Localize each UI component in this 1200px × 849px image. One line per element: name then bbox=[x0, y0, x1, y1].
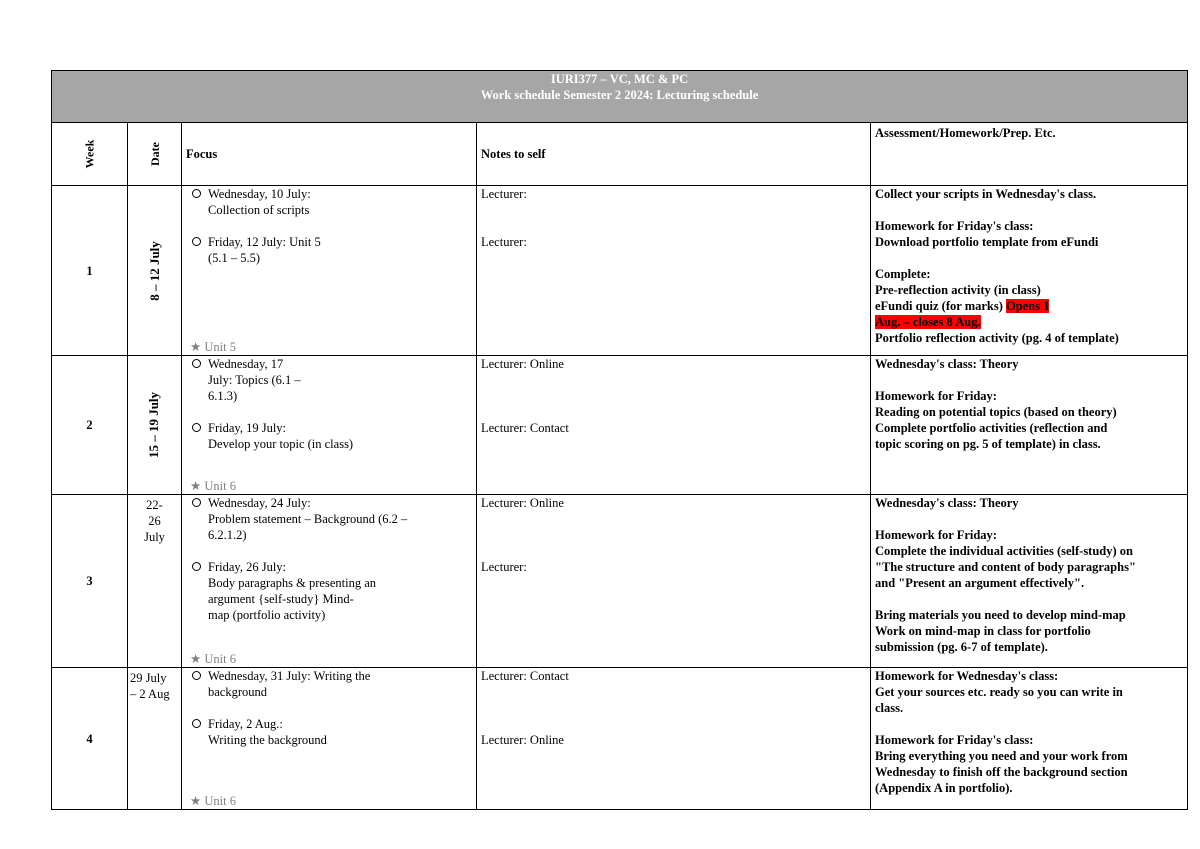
star-icon: ★ bbox=[190, 652, 202, 666]
quiz-dates-highlight: Aug. – closes 8 Aug. bbox=[875, 315, 981, 329]
assessment-cell: Collect your scripts in Wednesday's class. Homework for Friday's class: Download portfolio template from eFundi Complete: Pre-reflection activity (in class) eFundi quiz (for marks) Opens 1 Aug. – closes 8 Aug. Portfolio reflection activity (pg. 4 of template) bbox=[871, 186, 1188, 356]
star-icon: ★ bbox=[190, 794, 202, 808]
date-cell: 29 July – 2 Aug bbox=[128, 668, 182, 810]
table-row bbox=[52, 186, 1188, 356]
week-number: 1 bbox=[52, 186, 128, 356]
table-title-banner bbox=[52, 71, 1188, 123]
assessment-header: Assessment/Homework/Prep. Etc. bbox=[871, 123, 1188, 186]
notes-cell: Lecturer: Contact Lecturer: Online bbox=[477, 668, 871, 810]
week-number: 2 bbox=[52, 356, 128, 495]
focus-cell: Wednesday, 31 July: Writing the background Friday, 2 Aug.: Writing the background ★ Unit 6 bbox=[182, 668, 477, 810]
circle-bullet-icon bbox=[192, 359, 201, 368]
focus-header: Focus bbox=[182, 123, 477, 186]
unit-label: ★ Unit 5 bbox=[190, 340, 236, 354]
focus-cell: Wednesday, 17 July: Topics (6.1 – 6.1.3) Friday, 19 July: Develop your topic (in class) ★ Unit 6 bbox=[182, 356, 477, 495]
table-row bbox=[52, 495, 1188, 668]
date-cell: 15 – 19 July bbox=[128, 356, 182, 495]
notes-cell: Lecturer: Online Lecturer: bbox=[477, 495, 871, 668]
circle-bullet-icon bbox=[192, 671, 201, 680]
notes-cell: Lecturer: Lecturer: bbox=[477, 186, 871, 356]
schedule-table bbox=[51, 70, 1188, 810]
schedule-title: Work schedule Semester 2 2024: Lecturing schedule bbox=[480, 88, 759, 102]
unit-label: ★ Unit 6 bbox=[190, 794, 236, 808]
unit-label: ★ Unit 6 bbox=[190, 652, 236, 666]
focus-cell: Wednesday, 24 July: Problem statement – Background (6.2 – 6.2.1.2) Friday, 26 July: Body paragraphs & presenting an argument {self-study} Mind- map (portfolio activity) ★ Unit 6 bbox=[182, 495, 477, 668]
circle-bullet-icon bbox=[192, 719, 201, 728]
week-number: 4 bbox=[52, 668, 128, 810]
star-icon: ★ bbox=[190, 479, 202, 493]
unit-label: ★ Unit 6 bbox=[190, 479, 236, 493]
table-row bbox=[52, 668, 1188, 810]
notes-cell: Lecturer: Online Lecturer: Contact bbox=[477, 356, 871, 495]
circle-bullet-icon bbox=[192, 423, 201, 432]
date-cell: 22- 26 July bbox=[128, 495, 182, 668]
assessment-cell: Homework for Wednesday's class: Get your sources etc. ready so you can write in class. Homework for Friday's class: Bring everything you need and your work from Wednesday to finish off the background section (Appendix A in portfolio). bbox=[871, 668, 1188, 810]
date-cell: 8 – 12 July bbox=[128, 186, 182, 356]
assessment-cell: Wednesday's class: Theory Homework for Friday: Complete the individual activities (self-study) on "The structure and content of body paragraphs" and "Present an argument effectively". Bring materials you need to develop mind-map Work on mind-map in class for portfolio submission (pg. 6-7 of template). bbox=[871, 495, 1188, 668]
circle-bullet-icon bbox=[192, 237, 201, 246]
circle-bullet-icon bbox=[192, 498, 201, 507]
notes-header: Notes to self bbox=[477, 123, 871, 186]
quiz-dates-highlight: Opens 1 bbox=[1006, 299, 1050, 313]
assessment-cell: Wednesday's class: Theory Homework for Friday: Reading on potential topics (based on theory) Complete portfolio activities (reflection and topic scoring on pg. 5 of template) in class. bbox=[871, 356, 1188, 495]
star-icon: ★ bbox=[190, 340, 202, 354]
focus-cell: Wednesday, 10 July: Collection of scripts Friday, 12 July: Unit 5 (5.1 – 5.5) ★ Unit 5 bbox=[182, 186, 477, 356]
week-number: 3 bbox=[52, 495, 128, 668]
table-row bbox=[52, 356, 1188, 495]
date-header: Date bbox=[128, 123, 182, 186]
course-title: IURI377 – VC, MC & PC bbox=[550, 72, 689, 86]
header-row bbox=[52, 123, 1188, 186]
circle-bullet-icon bbox=[192, 562, 201, 571]
circle-bullet-icon bbox=[192, 189, 201, 198]
week-header: Week bbox=[52, 123, 128, 186]
